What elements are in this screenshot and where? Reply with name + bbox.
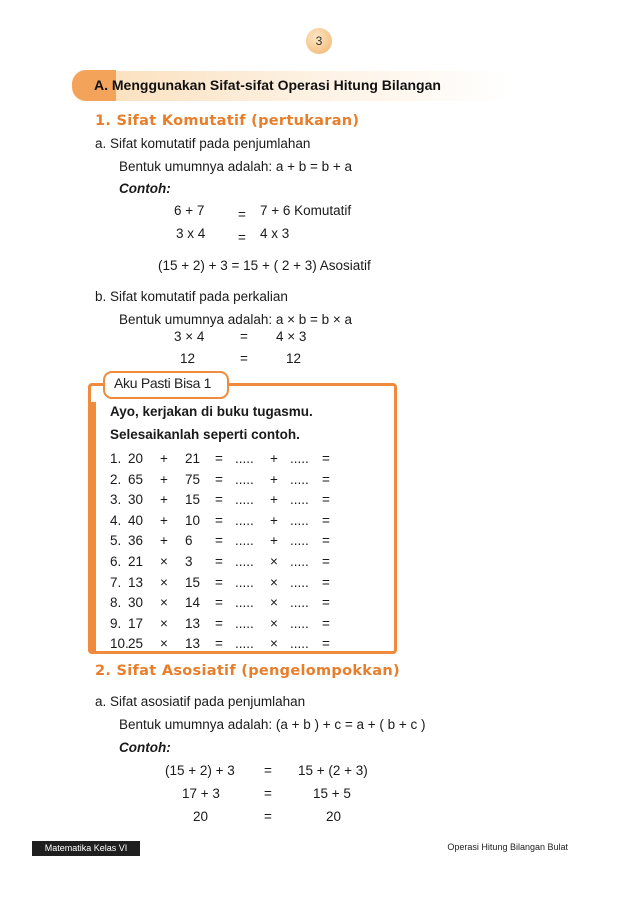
exercise-blank-1: ..... (235, 512, 254, 528)
komutatif-b-ex2-left: 12 (180, 351, 196, 366)
exercise-operator: × (160, 554, 168, 569)
exercise-blank-2: ..... (290, 471, 309, 487)
exercise-number: 3. (110, 492, 122, 508)
asosiatif-a-general: Bentuk umumnya adalah: (a + b ) + c = a + ( b + c ) (119, 717, 426, 732)
exercise-blank-1: ..... (235, 595, 254, 611)
exercise-operator: + (160, 512, 168, 528)
section-title: A. Menggunakan Sifat-sifat Operasi Hitung Bilangan (94, 77, 441, 93)
exercise-operand-b: 75 (185, 471, 201, 487)
exercise-equals-2: = (322, 492, 330, 508)
exercise-number: 2. (110, 471, 122, 487)
asosiatif-a-ex2-right: 15 + 5 (313, 786, 351, 801)
exercise-blank-2: ..... (290, 492, 309, 508)
exercise-operator-2: + (270, 533, 278, 549)
exercise-operand-b: 15 (185, 492, 201, 508)
exercise-blank-1: ..... (235, 492, 254, 508)
komutatif-b-label: b. Sifat komutatif pada perkalian (95, 289, 288, 304)
page-number: 3 (315, 34, 323, 48)
page-number-badge (306, 28, 332, 54)
exercise-operand-a: 21 (128, 554, 144, 569)
exercise-equals: = (215, 636, 223, 652)
exercise-blank-1: ..... (235, 615, 254, 631)
asosiatif-a-label: a. Sifat asosiatif pada penjumlahan (95, 694, 306, 709)
exercise-operand-b: 10 (185, 512, 201, 528)
exercise-number: 1. (110, 451, 122, 466)
exercise-operator: × (160, 636, 168, 652)
exercise-box-fold (88, 402, 96, 651)
exercise-blank-1: ..... (235, 636, 254, 652)
exercise-equals-2: = (322, 512, 330, 528)
asosiatif-a-contoh: Contoh: (119, 740, 171, 755)
exercise-number: 8. (110, 595, 122, 611)
exercise-equals: = (215, 595, 223, 611)
exercise-equals-2: = (322, 451, 330, 466)
komutatif-a-ex2-right: 4 x 3 (260, 226, 290, 241)
komutatif-b-ex1-eq: = (240, 329, 248, 344)
komutatif-a-contoh: Contoh: (119, 181, 171, 196)
exercise-blank-1: ..... (235, 471, 254, 487)
komutatif-b-ex2-right: 12 (286, 351, 302, 366)
exercise-blank-1: ..... (235, 554, 254, 569)
exercise-operator-2: + (270, 451, 278, 466)
exercise-equals: = (215, 512, 223, 528)
exercise-blank-2: ..... (290, 615, 309, 631)
exercise-operator-2: × (270, 636, 278, 652)
exercise-equals: = (215, 574, 223, 590)
exercise-operator-2: × (270, 554, 278, 569)
exercise-operator-2: × (270, 615, 278, 631)
exercise-operator: + (160, 533, 168, 549)
exercise-operand-a: 13 (128, 574, 144, 590)
exercise-equals: = (215, 615, 223, 631)
exercise-blank-2: ..... (290, 574, 309, 590)
exercise-number: 7. (110, 574, 122, 590)
exercise-equals-2: = (322, 554, 330, 569)
exercise-operand-a: 17 (128, 615, 144, 631)
asosiatif-a-ex1-right: 15 + (2 + 3) (298, 763, 368, 778)
exercise-operand-b: 3 (185, 554, 193, 569)
exercise-operand-b: 15 (185, 574, 201, 590)
exercise-instruction-1: Ayo, kerjakan di buku tugasmu. (110, 404, 313, 419)
exercise-equals: = (215, 471, 223, 487)
exercise-instruction-2: Selesaikanlah seperti contoh. (110, 427, 300, 442)
footer-chapter-title: Operasi Hitung Bilangan Bulat (447, 842, 568, 852)
exercise-operator-2: + (270, 492, 278, 508)
exercise-number: 10. (110, 636, 129, 652)
asosiatif-a-ex3-eq: = (264, 809, 272, 824)
exercise-operand-a: 30 (128, 595, 144, 611)
komutatif-a-ex3: (15 + 2) + 3 = 15 + ( 2 + 3) Asosiatif (158, 258, 371, 273)
exercise-blank-2: ..... (290, 512, 309, 528)
komutatif-a-ex2-left: 3 x 4 (176, 226, 206, 241)
asosiatif-heading: 2. Sifat Asosiatif (pengelompokkan) (95, 663, 400, 679)
komutatif-a-ex1-left: 6 + 7 (174, 203, 205, 218)
komutatif-a-ex1-eq: = (238, 207, 246, 222)
exercise-equals: = (215, 492, 223, 508)
exercise-operator: × (160, 615, 168, 631)
komutatif-b-ex1-left: 3 × 4 (174, 329, 205, 344)
exercise-operand-a: 20 (128, 451, 144, 466)
komutatif-heading: 1. Sifat Komutatif (pertukaran) (95, 113, 360, 129)
komutatif-b-ex2-eq: = (240, 351, 248, 366)
exercise-operator-2: × (270, 595, 278, 611)
exercise-operand-b: 13 (185, 615, 201, 631)
exercise-blank-2: ..... (290, 533, 309, 549)
komutatif-a-ex1-right: 7 + 6 Komutatif (260, 203, 352, 218)
exercise-equals-2: = (322, 636, 330, 652)
komutatif-a-ex2-eq: = (238, 230, 246, 245)
exercise-operator: × (160, 595, 168, 611)
exercise-operator: + (160, 471, 168, 487)
exercise-blank-2: ..... (290, 595, 309, 611)
exercise-equals: = (215, 554, 223, 569)
asosiatif-a-ex2-left: 17 + 3 (182, 786, 220, 801)
exercise-operand-a: 25 (128, 636, 144, 652)
exercise-tab-label: Aku Pasti Bisa 1 (114, 375, 212, 391)
exercise-operator-2: + (270, 471, 278, 487)
komutatif-b-ex1-right: 4 × 3 (276, 329, 307, 344)
exercise-equals: = (215, 451, 223, 466)
exercise-blank-1: ..... (235, 533, 254, 549)
exercise-operand-b: 14 (185, 595, 201, 611)
exercise-equals-2: = (322, 574, 330, 590)
exercise-number: 5. (110, 533, 122, 549)
asosiatif-a-ex1-eq: = (264, 763, 272, 778)
exercise-operand-b: 21 (185, 451, 201, 466)
asosiatif-a-ex3-right: 20 (326, 809, 342, 824)
exercise-operand-a: 36 (128, 533, 144, 549)
exercise-equals-2: = (322, 533, 330, 549)
exercise-operator: × (160, 574, 168, 590)
komutatif-a-general: Bentuk umumnya adalah: a + b = b + a (119, 159, 353, 174)
asosiatif-a-ex2-eq: = (264, 786, 272, 801)
exercise-operator: + (160, 451, 168, 466)
asosiatif-a-ex1-left: (15 + 2) + 3 (165, 763, 235, 778)
exercise-blank-2: ..... (290, 636, 309, 652)
exercise-operand-b: 13 (185, 636, 201, 652)
exercise-operand-a: 30 (128, 492, 144, 508)
exercise-equals-2: = (322, 595, 330, 611)
komutatif-b-general: Bentuk umumnya adalah: a × b = b × a (119, 312, 353, 327)
exercise-equals: = (215, 533, 223, 549)
exercise-equals-2: = (322, 615, 330, 631)
exercise-blank-1: ..... (235, 574, 254, 590)
exercise-number: 6. (110, 554, 122, 569)
exercise-operator-2: + (270, 512, 278, 528)
asosiatif-a-ex3-left: 20 (193, 809, 209, 824)
exercise-number: 9. (110, 615, 122, 631)
exercise-blank-2: ..... (290, 451, 309, 466)
exercise-operand-a: 65 (128, 471, 144, 487)
exercise-blank-1: ..... (235, 451, 254, 466)
exercise-operator-2: × (270, 574, 278, 590)
komutatif-a-label: a. Sifat komutatif pada penjumlahan (95, 136, 311, 151)
exercise-number: 4. (110, 512, 122, 528)
footer-book-title: Matematika Kelas VI (32, 841, 140, 856)
exercise-operand-a: 40 (128, 512, 144, 528)
exercise-blank-2: ..... (290, 554, 309, 569)
exercise-operand-b: 6 (185, 533, 193, 549)
exercise-operator: + (160, 492, 168, 508)
exercise-equals-2: = (322, 471, 330, 487)
